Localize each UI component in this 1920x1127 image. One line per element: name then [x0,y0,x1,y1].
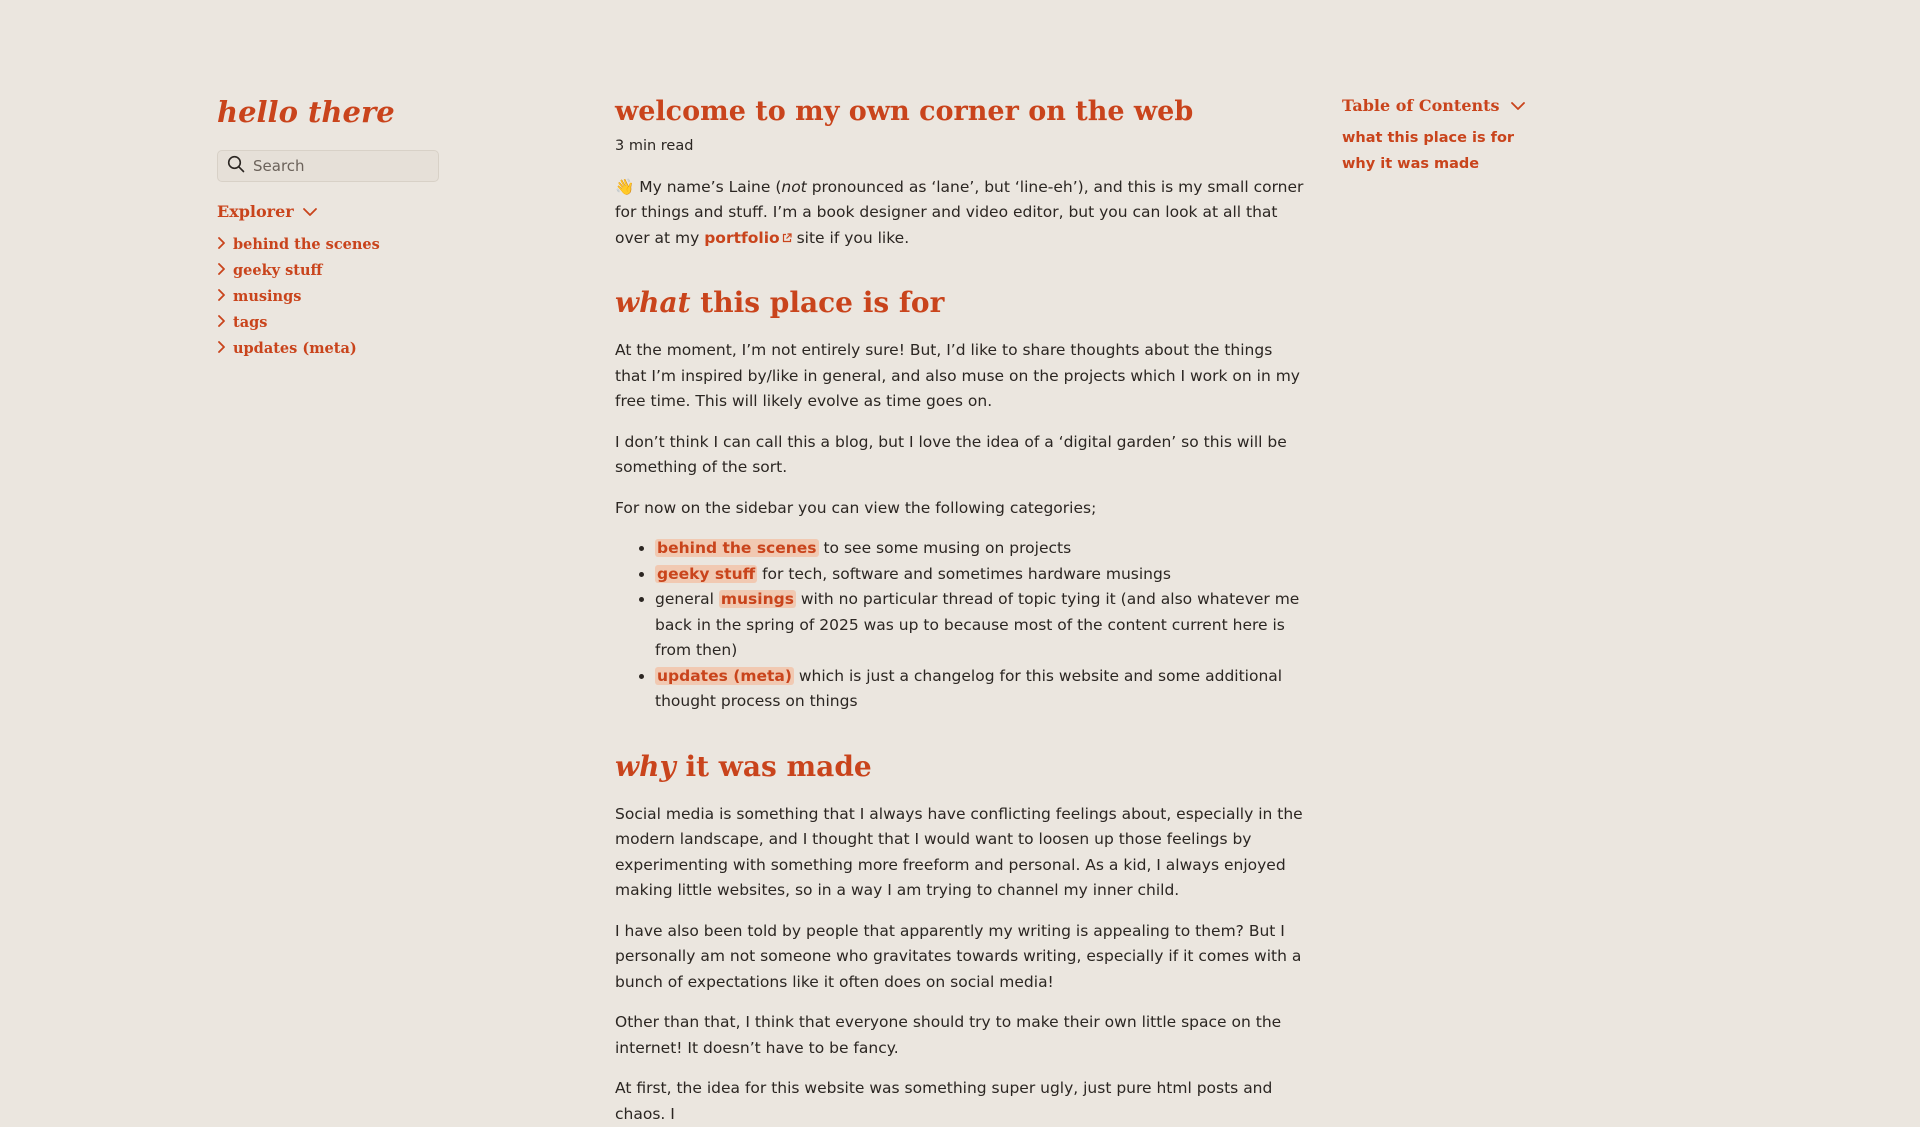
chevron-right-icon [217,236,227,253]
toc-item-what-this-place-is-for[interactable]: what this place is for [1342,130,1515,146]
intro-text-1: My name’s Laine ( [634,177,782,196]
toc-title: Table of Contents [1342,96,1500,115]
list-item [655,587,1307,664]
search-icon [227,155,245,177]
heading-rest: it was made [675,749,872,783]
tag-link-updates-meta[interactable]: updates (meta) [657,666,792,685]
category-list [615,536,1307,715]
intro-text-2: pronounced as ‘lane’, but ‘line-eh’), and this is my small corner for things and stuff. I’m a book designer and video editor, but you can look at all that over at my [615,177,1304,247]
toc-list [1342,125,1582,177]
paragraph: Social media is something that I always have conflicting feelings about, especially in the modern landscape, and I thought that I would want to loosen up those feelings by experimenting with something more freeform and personal. As a kid, I always enjoyed making little websites, so in a way I am trying to channel my inner child. [615,804,1303,899]
chevron-right-icon [217,340,227,357]
intro-emphasis: not [781,177,807,196]
list-text: for tech, software and sometimes hardware musings [757,564,1171,583]
folder-label: behind the scenes [233,235,380,253]
folder-updates-meta[interactable] [217,335,447,361]
explorer-tree [217,231,447,361]
read-time: 3 min read [615,138,694,154]
chevron-right-icon [217,314,227,331]
folder-label: updates (meta) [233,339,357,357]
folder-tags[interactable] [217,309,447,335]
paragraph: Other than that, I think that everyone should try to make their own little space on the internet! It doesn’t have to be fancy. [615,1013,1282,1057]
chevron-down-icon [302,202,318,221]
paragraph: At the moment, I’m not entirely sure! But, I’d like to share thoughts about the things that I’m inspired by/like in general, and also muse on the projects which I work on in my free time. This will likely evolve as time goes on. [615,341,1300,410]
waving-hand-emoji: 👋 [615,177,635,196]
site-title[interactable]: hello there [217,95,395,129]
paragraph: At first, the idea for this website was something super ugly, just pure html posts and chaos. I [615,1079,1273,1123]
table-of-contents [1342,96,1582,177]
tag-link-behind-the-scenes[interactable]: behind the scenes [657,539,817,557]
heading-emphasis: what [615,286,691,319]
search-placeholder: Search [253,157,305,175]
external-link-icon [780,229,792,247]
list-text: to see some musing on projects [818,539,1072,557]
list-item [655,536,1307,562]
toc-item-why-it-was-made[interactable]: why it was made [1342,156,1480,172]
folder-behind-the-scenes[interactable] [217,231,447,257]
paragraph: I don’t think I can call this a blog, but I love the idea of a ‘digital garden’ so this will be something of the sort. [615,432,1287,476]
folder-label: tags [233,313,268,331]
list-text: which is just a changelog for this website and some additional thought process on things [655,666,1283,710]
folder-label: musings [233,287,302,305]
heading-emphasis: why [615,749,676,783]
list-item [655,562,1307,588]
folder-geeky-stuff[interactable] [217,257,447,283]
heading-rest: this place is for [690,286,945,319]
search-input[interactable] [217,150,439,182]
list-text: general [655,590,719,608]
intro-paragraph [615,175,1307,252]
chevron-down-icon [1510,96,1526,115]
explorer-label: Explorer [217,202,294,221]
chevron-right-icon [217,262,227,279]
list-text: with no particular thread of topic tying it (and also whatever me back in the spring of 2025 was up to because most of the content current here is from then) [655,590,1300,659]
heading-why-it-was-made [615,747,1307,787]
folder-musings[interactable] [217,283,447,309]
tag-link-musings[interactable]: musings [720,590,794,608]
article-title: welcome to my own corner on the web [615,96,1194,127]
portfolio-link[interactable] [704,229,791,247]
folder-label: geeky stuff [233,261,323,279]
tag-link-geeky-stuff[interactable]: geeky stuff [657,564,756,583]
article [615,92,1307,1127]
intro-text-3: site if you like. [791,228,910,247]
paragraph: I have also been told by people that apparently my writing is appealing to them? But I personally am not someone who gravitates towards writing, especially if it comes with a bunch of expectations like it often does on social media! [615,921,1302,991]
explorer-toggle[interactable] [217,202,447,221]
heading-what-this-place-is-for [615,283,1307,323]
paragraph: For now on the sidebar you can view the following categories; [615,498,1097,517]
list-item [655,664,1307,715]
left-sidebar [217,92,447,361]
chevron-right-icon [217,288,227,305]
portfolio-link-label: portfolio [704,228,780,247]
toc-toggle[interactable] [1342,96,1582,115]
